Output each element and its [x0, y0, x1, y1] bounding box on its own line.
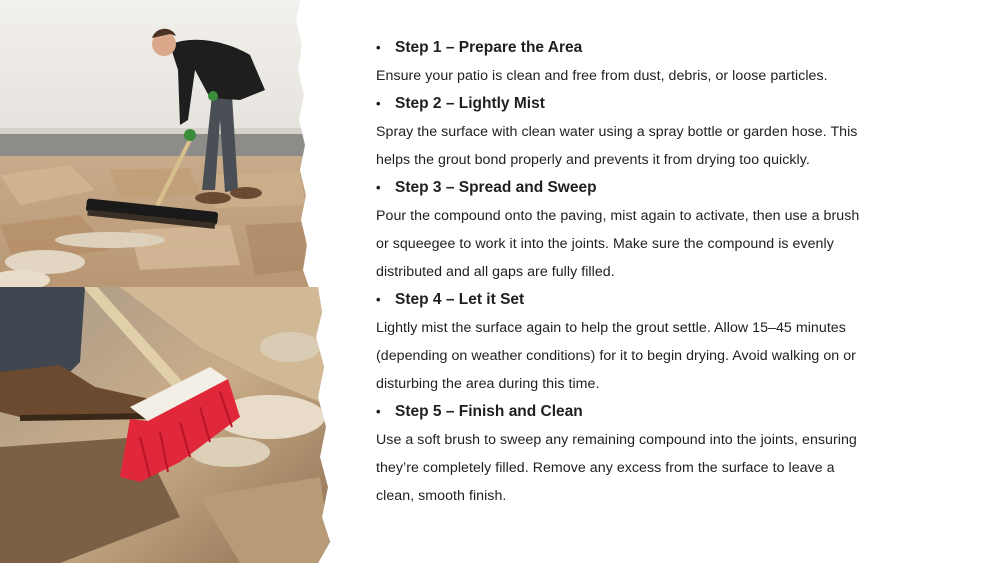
step-text-line: Use a soft brush to sweep any remaining compound into the joints, ensuring [376, 432, 857, 448]
step-5 [376, 398, 976, 510]
step-1 [376, 34, 976, 90]
step-text-line: Spray the surface with clean water using a spray bottle or garden hose. This [376, 124, 858, 140]
step-heading: Step 4 – Let it Set [395, 291, 525, 308]
bullet: • [376, 40, 381, 55]
bullet: • [376, 180, 381, 195]
man-sweeping-patio-photo [0, 0, 310, 290]
step-text-line: clean, smooth finish. [376, 488, 507, 504]
step-heading: Step 1 – Prepare the Area [395, 39, 583, 56]
step-text-line: Ensure your patio is clean and free from dust, debris, or loose particles. [376, 68, 828, 84]
step-heading: Step 5 – Finish and Clean [395, 403, 583, 420]
step-2 [376, 90, 976, 174]
steps-list [376, 34, 976, 510]
step-3 [376, 174, 976, 286]
bullet: • [376, 96, 381, 111]
step-4 [376, 286, 976, 398]
step-text-line: helps the grout bond properly and prevents it from drying too quickly. [376, 152, 810, 168]
step-text-line: Pour the compound onto the paving, mist again to activate, then use a brush [376, 208, 860, 224]
step-text-line: disturbing the area during this time. [376, 376, 600, 392]
step-heading: Step 3 – Spread and Sweep [395, 179, 597, 196]
bullet: • [376, 404, 381, 419]
step-text-line: Lightly mist the surface again to help the grout settle. Allow 15–45 minutes [376, 320, 846, 336]
step-heading: Step 2 – Lightly Mist [395, 95, 545, 112]
broom-closeup-photo [0, 287, 332, 563]
step-text-line: or squeegee to work it into the joints. Make sure the compound is evenly [376, 236, 834, 252]
step-text-line: (depending on weather conditions) for it to begin drying. Avoid walking on or [376, 348, 856, 364]
step-text-line: distributed and all gaps are fully filled. [376, 264, 615, 280]
photo-column [0, 0, 340, 563]
step-text-line: they’re completely filled. Remove any excess from the surface to leave a [376, 460, 835, 476]
bullet: • [376, 292, 381, 307]
